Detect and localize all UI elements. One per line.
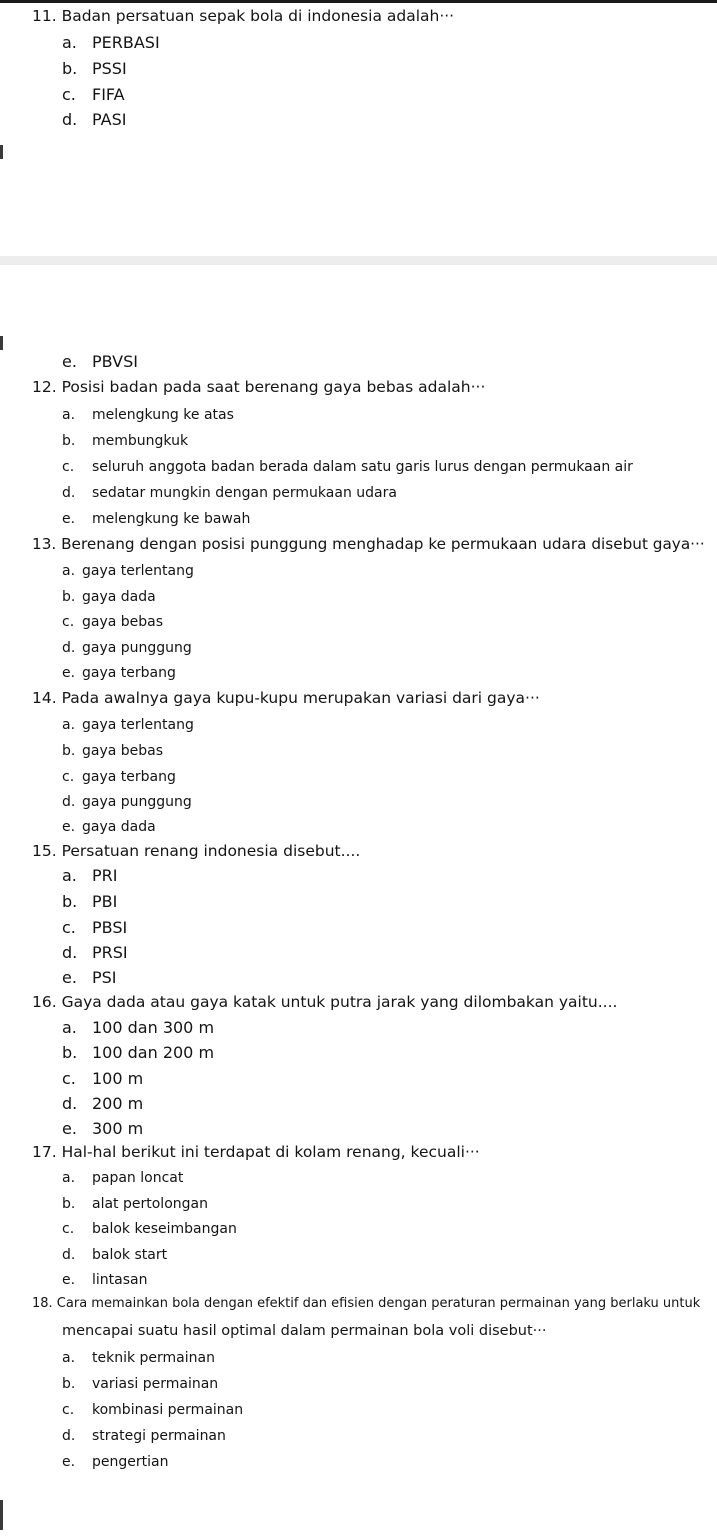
option-12-b[interactable]: b. membungkuk <box>62 433 189 449</box>
option-16-e[interactable]: e. 300 m <box>62 1119 144 1138</box>
option-11-e[interactable]: e. PBVSI <box>62 352 138 371</box>
option-12-c[interactable]: c. seluruh anggota badan berada dalam satu garis lurus dengan permukaan air <box>62 459 633 475</box>
margin-mark <box>0 336 3 350</box>
option-18-e[interactable]: e. pengertian <box>62 1454 169 1470</box>
question-15: 15. Persatuan renang indonesia disebut.... <box>32 842 361 860</box>
margin-mark <box>0 145 3 159</box>
question-16: 16. Gaya dada atau gaya katak untuk putra jarak yang dilombakan yaitu.... <box>32 993 618 1011</box>
option-11-d[interactable]: d. PASI <box>62 110 127 129</box>
option-13-d[interactable]: d. gaya punggung <box>62 640 192 656</box>
option-11-c[interactable]: c. FIFA <box>62 85 125 104</box>
option-12-d[interactable]: d. sedatar mungkin dengan permukaan udara <box>62 485 397 501</box>
option-18-d[interactable]: d. strategi permainan <box>62 1428 226 1444</box>
top-edge-bar <box>0 0 717 3</box>
option-16-d[interactable]: d. 200 m <box>62 1094 144 1113</box>
option-17-d[interactable]: d. balok start <box>62 1247 168 1263</box>
option-13-a[interactable]: a. gaya terlentang <box>62 563 194 579</box>
option-13-b[interactable]: b. gaya dada <box>62 589 156 605</box>
option-16-b[interactable]: b. 100 dan 200 m <box>62 1043 215 1062</box>
option-16-a[interactable]: a. 100 dan 300 m <box>62 1018 215 1037</box>
margin-mark <box>0 1500 3 1530</box>
option-14-b[interactable]: b. gaya bebas <box>62 743 164 759</box>
option-12-a[interactable]: a. melengkung ke atas <box>62 407 234 423</box>
option-17-a[interactable]: a. papan loncat <box>62 1170 184 1186</box>
option-15-d[interactable]: d. PRSI <box>62 943 128 962</box>
question-18-continuation: mencapai suatu hasil optimal dalam permainan bola voli disebut··· <box>62 1323 547 1339</box>
option-11-a[interactable]: a. PERBASI <box>62 33 160 52</box>
option-14-a[interactable]: a. gaya terlentang <box>62 717 194 733</box>
option-16-c[interactable]: c. 100 m <box>62 1069 144 1088</box>
option-17-e[interactable]: e. lintasan <box>62 1272 148 1288</box>
question-13: 13. Berenang dengan posisi punggung menghadap ke permukaan udara disebut gaya··· <box>32 535 705 553</box>
question-11: 11. Badan persatuan sepak bola di indonesia adalah··· <box>32 7 455 25</box>
option-14-c[interactable]: c. gaya terbang <box>62 769 176 785</box>
option-14-e[interactable]: e. gaya dada <box>62 819 156 835</box>
option-15-e[interactable]: e. PSI <box>62 968 117 987</box>
option-18-b[interactable]: b. variasi permainan <box>62 1376 219 1392</box>
option-17-c[interactable]: c. balok keseimbangan <box>62 1221 237 1237</box>
option-17-b[interactable]: b. alat pertolongan <box>62 1196 208 1212</box>
option-13-c[interactable]: c. gaya bebas <box>62 614 164 630</box>
option-15-b[interactable]: b. PBI <box>62 892 118 911</box>
option-11-b[interactable]: b. PSSI <box>62 59 127 78</box>
question-18: 18. Cara memainkan bola dengan efektif dan efisien dengan peraturan permainan yang berlaku untuk <box>32 1296 701 1311</box>
option-18-a[interactable]: a. teknik permainan <box>62 1350 215 1366</box>
option-15-a[interactable]: a. PRI <box>62 866 118 885</box>
option-15-c[interactable]: c. PBSI <box>62 918 128 937</box>
question-17: 17. Hal-hal berikut ini terdapat di kolam renang, kecuali··· <box>32 1143 480 1161</box>
page-divider <box>0 256 717 265</box>
option-14-d[interactable]: d. gaya punggung <box>62 794 192 810</box>
question-14: 14. Pada awalnya gaya kupu-kupu merupakan variasi dari gaya··· <box>32 689 540 707</box>
option-18-c[interactable]: c. kombinasi permainan <box>62 1402 244 1418</box>
question-12: 12. Posisi badan pada saat berenang gaya bebas adalah··· <box>32 378 486 396</box>
option-12-e[interactable]: e. melengkung ke bawah <box>62 511 251 527</box>
option-13-e[interactable]: e. gaya terbang <box>62 665 176 681</box>
